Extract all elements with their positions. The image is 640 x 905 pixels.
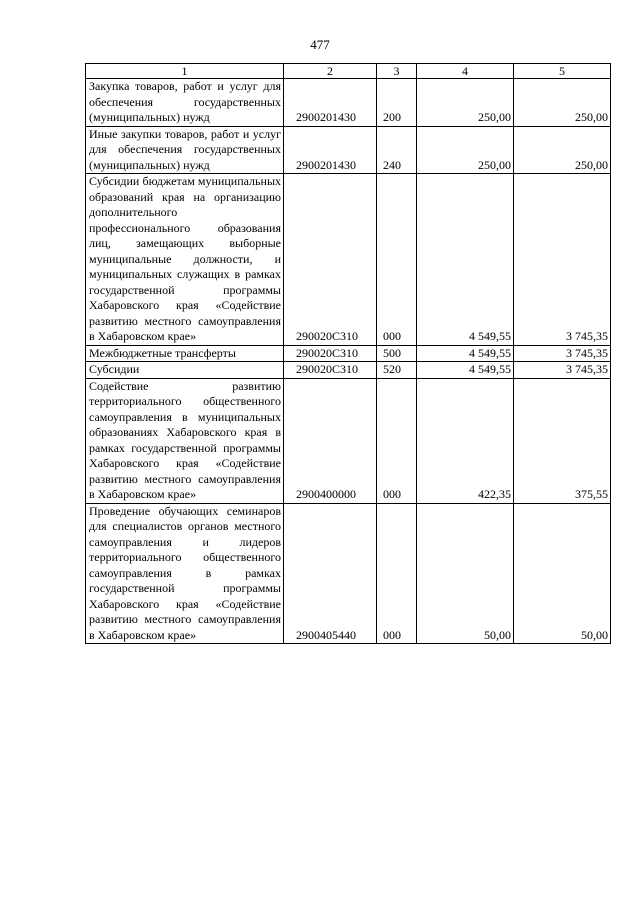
row-expense-type: 520 (377, 362, 417, 379)
table-row (86, 378, 611, 503)
row-name: Закупка товаров, работ и услуг для обеспечения государственных (муниципальных) нужд (86, 79, 284, 127)
table-row (86, 362, 611, 379)
budget-table (85, 63, 611, 644)
row-expense-type: 000 (377, 378, 417, 503)
table-row (86, 503, 611, 644)
page-number: 477 (310, 37, 330, 52)
row-sum-1: 4 549,55 (417, 174, 514, 346)
column-header-2: 2 (284, 64, 377, 79)
column-header-1: 1 (86, 64, 284, 79)
column-header-5: 5 (514, 64, 611, 79)
row-sum-2: 50,00 (514, 503, 611, 644)
row-code: 2900201430 (284, 126, 377, 174)
row-expense-type: 000 (377, 174, 417, 346)
table-row (86, 126, 611, 174)
row-name: Содействие развитию территориального общественного самоуправления в муниципальных образованиях Хабаровского края в рамках государственной программы Хабаровского края «Содействие развитию местного самоуправления в Хабаровском крае» (86, 378, 284, 503)
row-sum-2: 375,55 (514, 378, 611, 503)
row-expense-type: 240 (377, 126, 417, 174)
row-name: Межбюджетные трансферты (86, 345, 284, 362)
row-sum-1: 50,00 (417, 503, 514, 644)
row-code: 290020С310 (284, 174, 377, 346)
row-code: 2900405440 (284, 503, 377, 644)
table-row (86, 345, 611, 362)
table-row (86, 79, 611, 127)
row-expense-type: 200 (377, 79, 417, 127)
row-expense-type: 000 (377, 503, 417, 644)
row-sum-2: 3 745,35 (514, 362, 611, 379)
row-code: 2900400000 (284, 378, 377, 503)
row-code: 2900201430 (284, 79, 377, 127)
row-sum-1: 250,00 (417, 126, 514, 174)
row-sum-2: 3 745,35 (514, 174, 611, 346)
row-name: Субсидии бюджетам муниципальных образований края на организацию дополнительного профессионального образования лиц, замещающих выборные муниципальные должности, и муниципальных служащих в рамках государственной программы Хабаровского края «Содействие развитию местного самоуправления в Хабаровском крае» (86, 174, 284, 346)
row-sum-2: 3 745,35 (514, 345, 611, 362)
header-row (86, 64, 611, 79)
row-name: Проведение обучающих семинаров для специалистов органов местного самоуправления и лидеров территориального общественного самоуправления в рамках государственной программы Хабаровского края «Содействие развитию местного самоуправления в Хабаровском крае» (86, 503, 284, 644)
row-code: 290020С310 (284, 362, 377, 379)
row-sum-2: 250,00 (514, 79, 611, 127)
row-code: 290020С310 (284, 345, 377, 362)
row-sum-1: 422,35 (417, 378, 514, 503)
row-name: Субсидии (86, 362, 284, 379)
table-row (86, 174, 611, 346)
column-header-4: 4 (417, 64, 514, 79)
row-sum-1: 4 549,55 (417, 362, 514, 379)
row-sum-1: 250,00 (417, 79, 514, 127)
row-sum-2: 250,00 (514, 126, 611, 174)
row-expense-type: 500 (377, 345, 417, 362)
column-header-3: 3 (377, 64, 417, 79)
row-name: Иные закупки товаров, работ и услуг для обеспечения государственных (муниципальных) нужд (86, 126, 284, 174)
row-sum-1: 4 549,55 (417, 345, 514, 362)
